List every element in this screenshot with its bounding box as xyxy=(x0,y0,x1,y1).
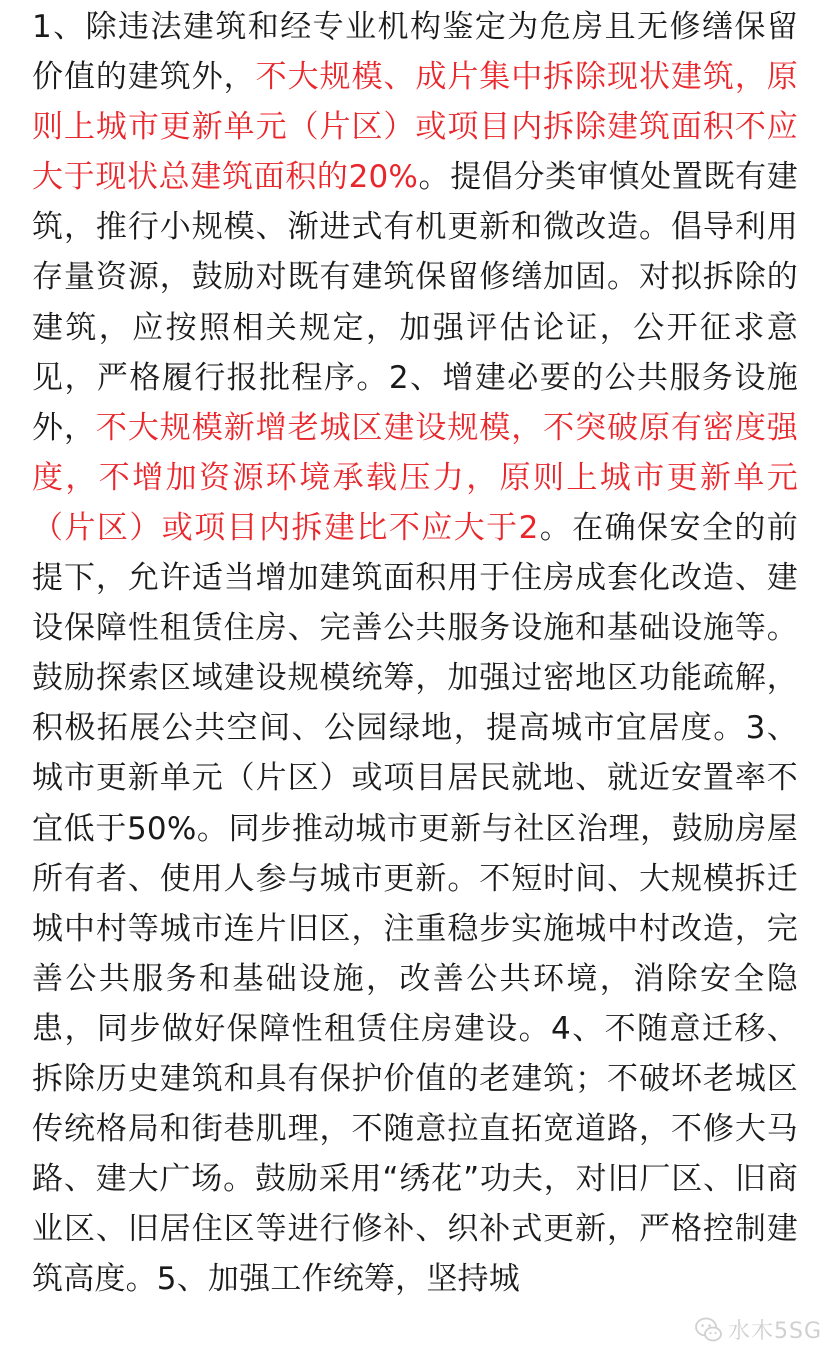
document-paragraph xyxy=(32,0,798,1304)
text-segment-1: 1、除违法建筑和经专业机构鉴定为危房且无修缮保留价值的建筑外， xyxy=(32,9,798,96)
wechat-icon xyxy=(694,1315,724,1345)
watermark-text: 水木5SG xyxy=(727,1319,822,1344)
text-segment-3: 。在确保安全的前提下，允许适当增加建筑面积用于住房成套化改造、建设保障性租赁住房、完善公共服务设施和基础设施等。鼓励探索区域建设规模统筹，加强过密地区功能疏解，积极拓展公共空间、公园绿地，提高城市宜居度。3、城市更新单元（片区）或项目居民就地、就近安置率不宜低于50%。同步推动城市更新与社区治理，鼓励房屋所有者、使用人参与城市更新。不短时间、大规模拆迁城中村等城市连片旧区，注重稳步实施城中村改造，完善公共服务和基础设施，改善公共环境，消除安全隐患，同步做好保障性租赁住房建设。4、不随意迁移、拆除历史建筑和具有保护价值的老建筑；不破坏老城区传统格局和街巷肌理，不随意拉直拓宽道路，不修大马路、建大广场。鼓励采用“绣花”功夫，对旧厂区、旧商业区、旧居住区等进行修补、织补式更新，严格控制建筑高度。5、加强工作统筹，坚持城 xyxy=(32,509,799,1298)
watermark xyxy=(694,1314,822,1345)
highlight-segment-demolition-limit: 不大规模、成片集中拆除现状建筑，原则上城市更新单元（片区）或项目内拆除建筑面积不应大于现状总建筑面积的20% xyxy=(32,59,798,196)
highlight-segment-density-limit: 不大规模新增老城区建设规模，不突破原有密度强度，不增加资源环境承载压力，原则上城市更新单元（片区）或项目内拆建比不应大于2 xyxy=(32,409,798,546)
text-segment-2: 。提倡分类审慎处置既有建筑，推行小规模、渐进式有机更新和微改造。倡导利用存量资源，鼓励对既有建筑保留修缮加固。对拟拆除的建筑，应按照相关规定，加强评估论证，公开征求意见，严格履行报批程序。2、增建必要的公共服务设施外， xyxy=(32,159,798,446)
